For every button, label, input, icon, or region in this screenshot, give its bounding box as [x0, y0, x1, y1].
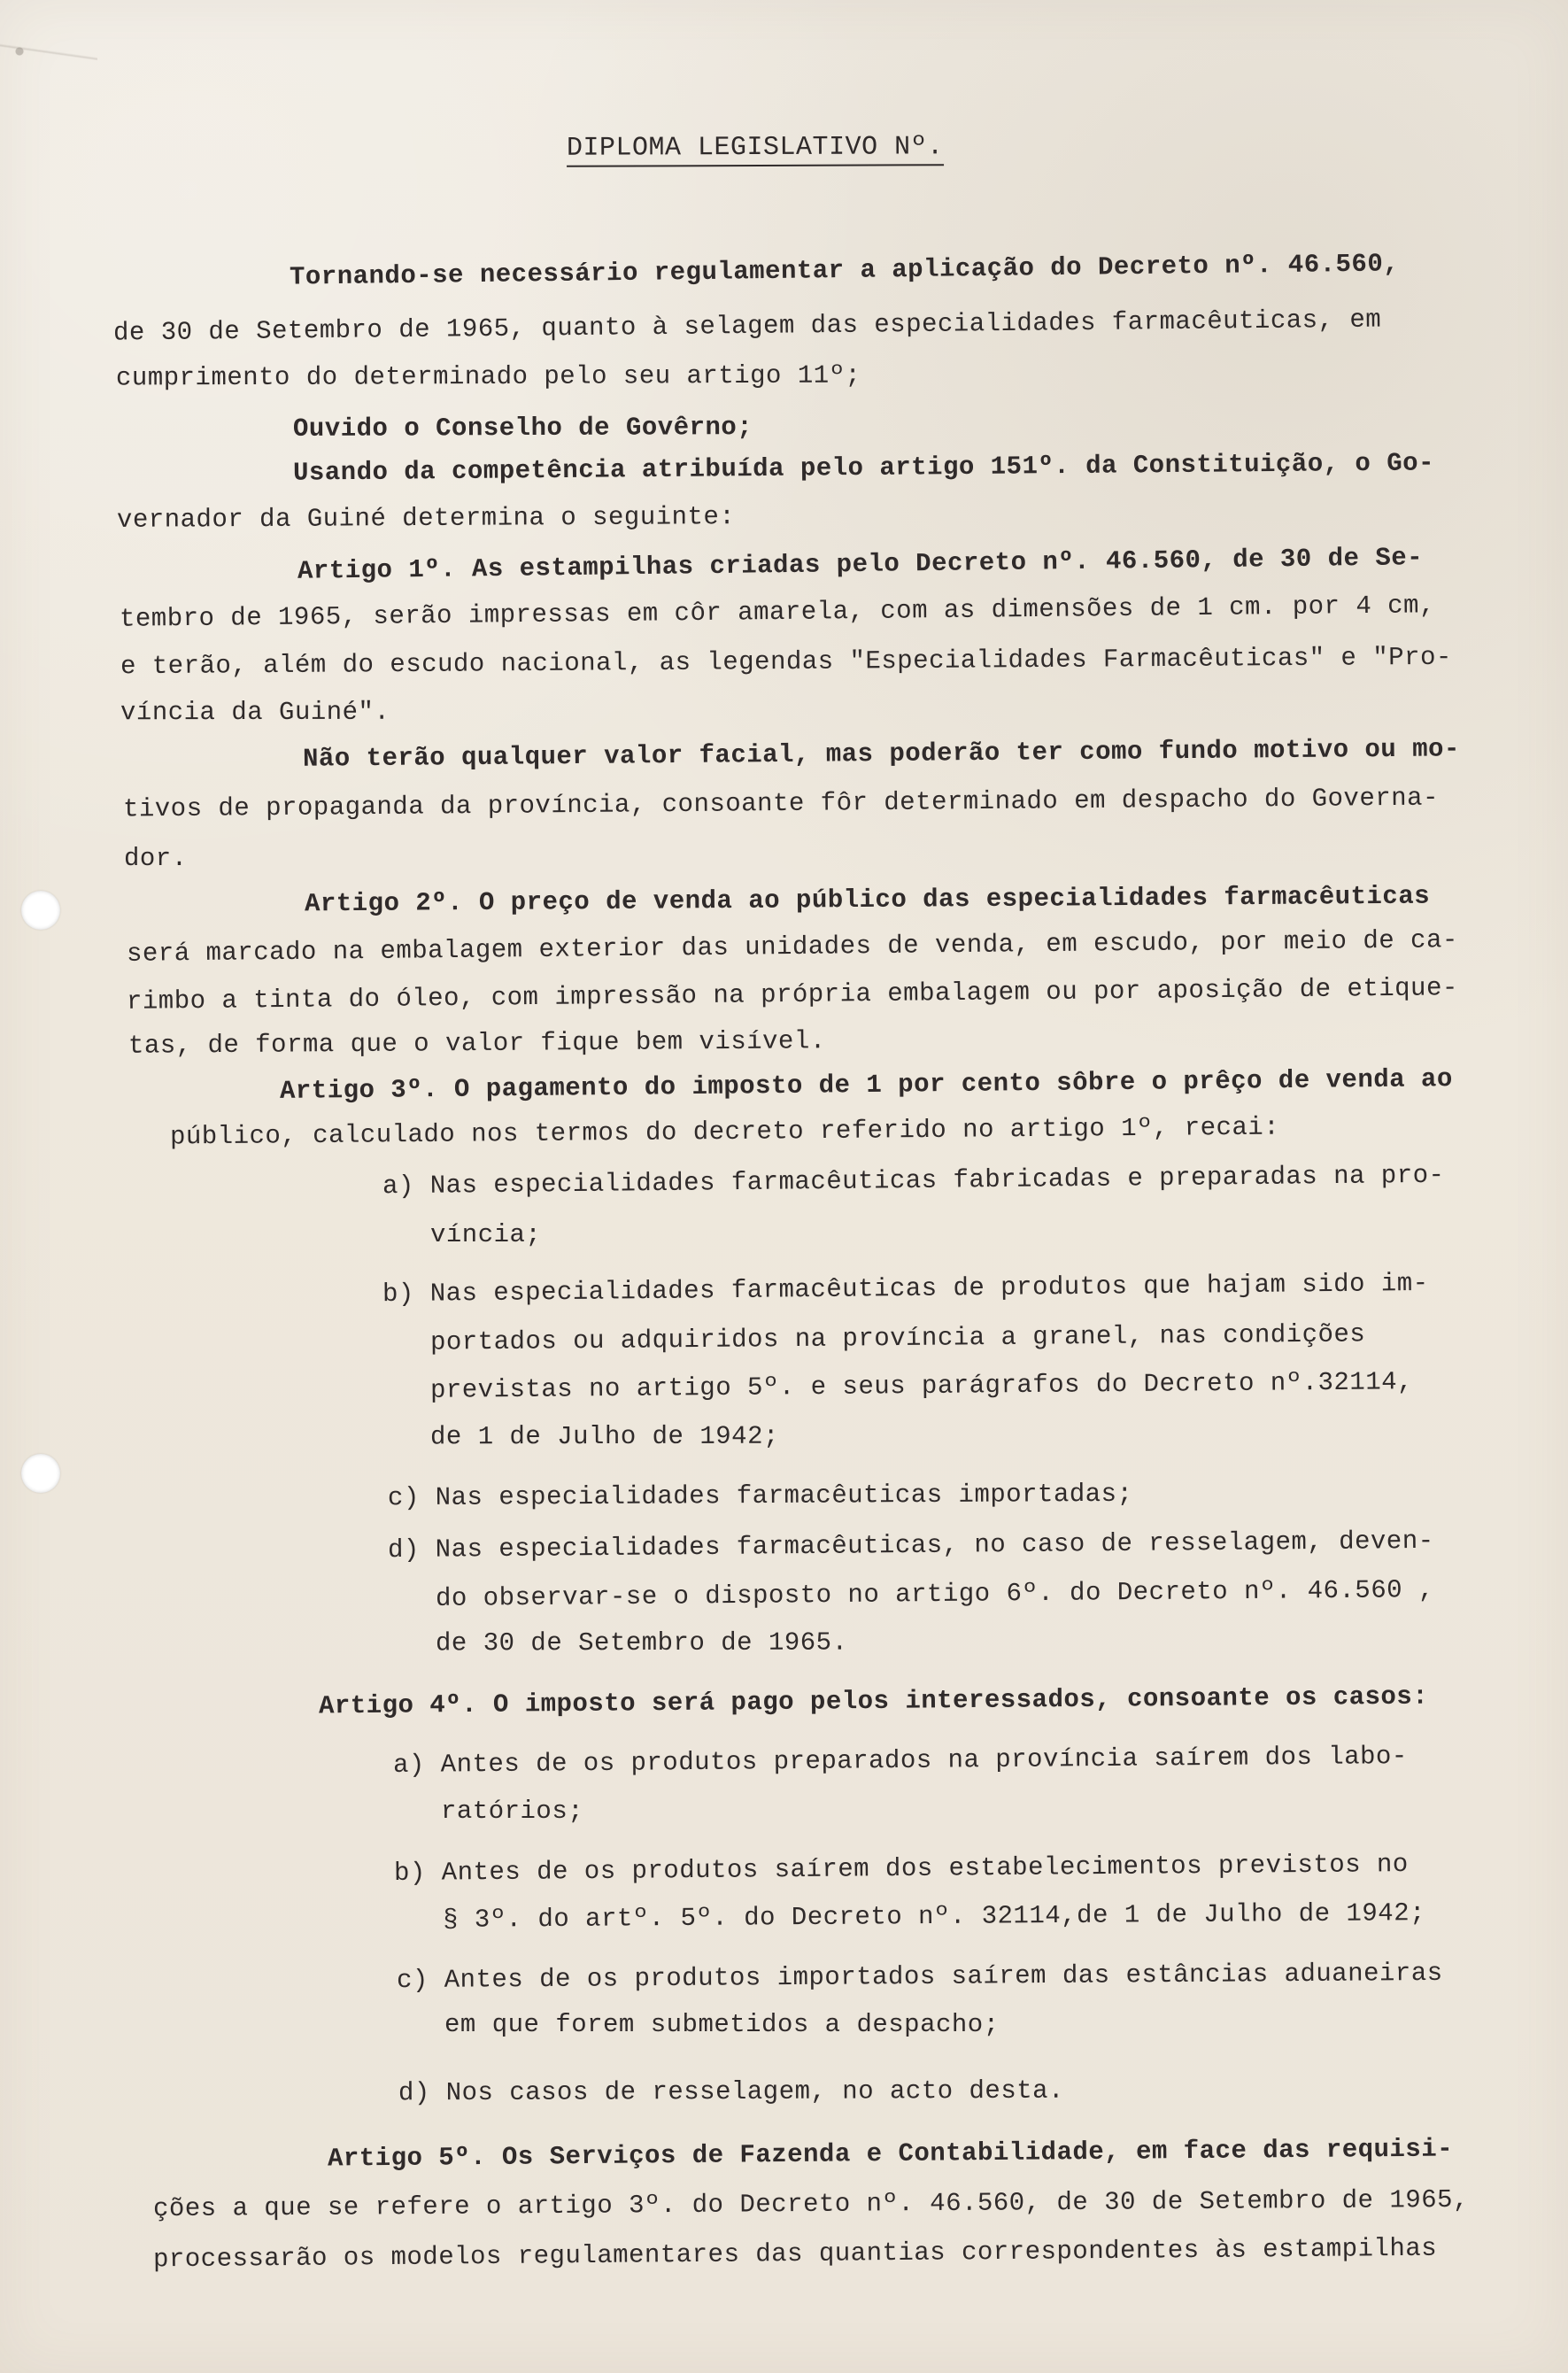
text-line: Não terão qualquer valor facial, mas poderão ter como fundo motivo ou mo- [302, 734, 1461, 774]
text-line: e terão, além do escudo nacional, as legendas "Especialidades Farmacêuticas" e "Pro- [120, 642, 1452, 682]
text-line: víncia; [430, 1220, 542, 1249]
text-line: ratórios; [441, 1797, 584, 1826]
text-line: tembro de 1965, serão impressas em côr amarela, com as dimensões de 1 cm. por 4 cm, [119, 591, 1436, 634]
text-line: portados ou adquiridos na província a granel, nas condições [429, 1319, 1366, 1357]
text-line: Artigo 5º. Os Serviços de Fazenda e Contabilidade, em face das requisi- [327, 2134, 1454, 2174]
document-title: DIPLOMA LEGISLATIVO Nº. [567, 132, 944, 166]
text-line: será marcado na embalagem exterior das unidades de venda, em escudo, por meio de ca- [126, 925, 1458, 969]
text-line: a) Antes de os produtos preparados na província saírem dos labo- [392, 1742, 1408, 1780]
text-line: § 3º. do artº. 5º. do Decreto nº. 32114,de 1 de Julho de 1942; [442, 1898, 1426, 1935]
text-line: dor. [124, 844, 188, 873]
text-line: Artigo 2º. O preço de venda ao público das especialidades farmacêuticas [304, 881, 1431, 919]
text-line: previstas no artigo 5º. e seus parágrafos do Decreto nº.32114, [429, 1367, 1414, 1405]
text-line: de 30 de Setembro de 1965. [435, 1627, 848, 1658]
text-line: d) Nas especialidades farmacêuticas, no caso de resselagem, deven- [387, 1526, 1434, 1565]
text-line: de 1 de Julho de 1942; [429, 1421, 779, 1452]
text-line: c) Nas especialidades farmacêuticas importadas; [387, 1479, 1133, 1513]
text-line: tivos de propaganda da província, consoante fôr determinado em despacho do Governa- [122, 783, 1440, 824]
text-line: processarão os modelos regulamentares das quantias correspondentes às estampilhas [152, 2233, 1438, 2275]
text-line: público, calculado nos termos do decreto referido no artigo 1º, recai: [169, 1112, 1280, 1152]
text-line: d) Nos casos de resselagem, no acto desta. [398, 2075, 1064, 2108]
text-line: rimbo a tinta do óleo, com impressão na própria embalagem ou por aposição de etique- [126, 973, 1458, 1016]
text-line: cumprimento do determinado pelo seu artigo 11º; [115, 360, 861, 393]
text-line: em que forem submetidos a despacho; [444, 2010, 1000, 2039]
text-line: c) Antes de os produtos importados saírem das estâncias aduaneiras [396, 1958, 1443, 1996]
text-line: víncia da Guiné". [120, 697, 390, 728]
text-line: Artigo 3º. O pagamento do imposto de 1 por cento sôbre o prêço de venda ao [279, 1064, 1453, 1106]
text-line: a) Nas especialidades farmacêuticas fabricadas e preparadas na pro- [382, 1160, 1445, 1202]
text-line: Usando da competência atribuída pelo artigo 151º. da Constituição, o Go- [292, 448, 1435, 488]
text-line: Artigo 4º. O imposto será pago pelos interessados, consoante os casos: [318, 1681, 1429, 1721]
text-line: b) Antes de os produtos saírem dos estabelecimentos previstos no [393, 1850, 1409, 1888]
text-line: vernador da Guiné determina o seguinte: [116, 502, 736, 535]
text-line: Ouvido o Conselho de Govêrno; [292, 413, 753, 444]
text-line: de 30 de Setembro de 1965, quanto à selagem das especialidades farmacêuticas, em [112, 305, 1382, 348]
text-line: tas, de forma que o valor fique bem visível. [127, 1026, 826, 1061]
text-line: b) Nas especialidades farmacêuticas de produtos que hajam sido im- [382, 1268, 1429, 1310]
text-line: ções a que se refere o artigo 3º. do Decreto nº. 46.560, de 30 de Setembro de 1965, [152, 2184, 1470, 2224]
text-line: Artigo 1º. As estampilhas criadas pelo Decreto nº. 46.560, de 30 de Se- [297, 543, 1424, 586]
text-line: do observar-se o disposto no artigo 6º. do Decreto nº. 46.560 , [435, 1575, 1435, 1613]
text-line: Tornando-se necessário regulamentar a aplicação do Decreto nº. 46.560, [289, 249, 1400, 292]
